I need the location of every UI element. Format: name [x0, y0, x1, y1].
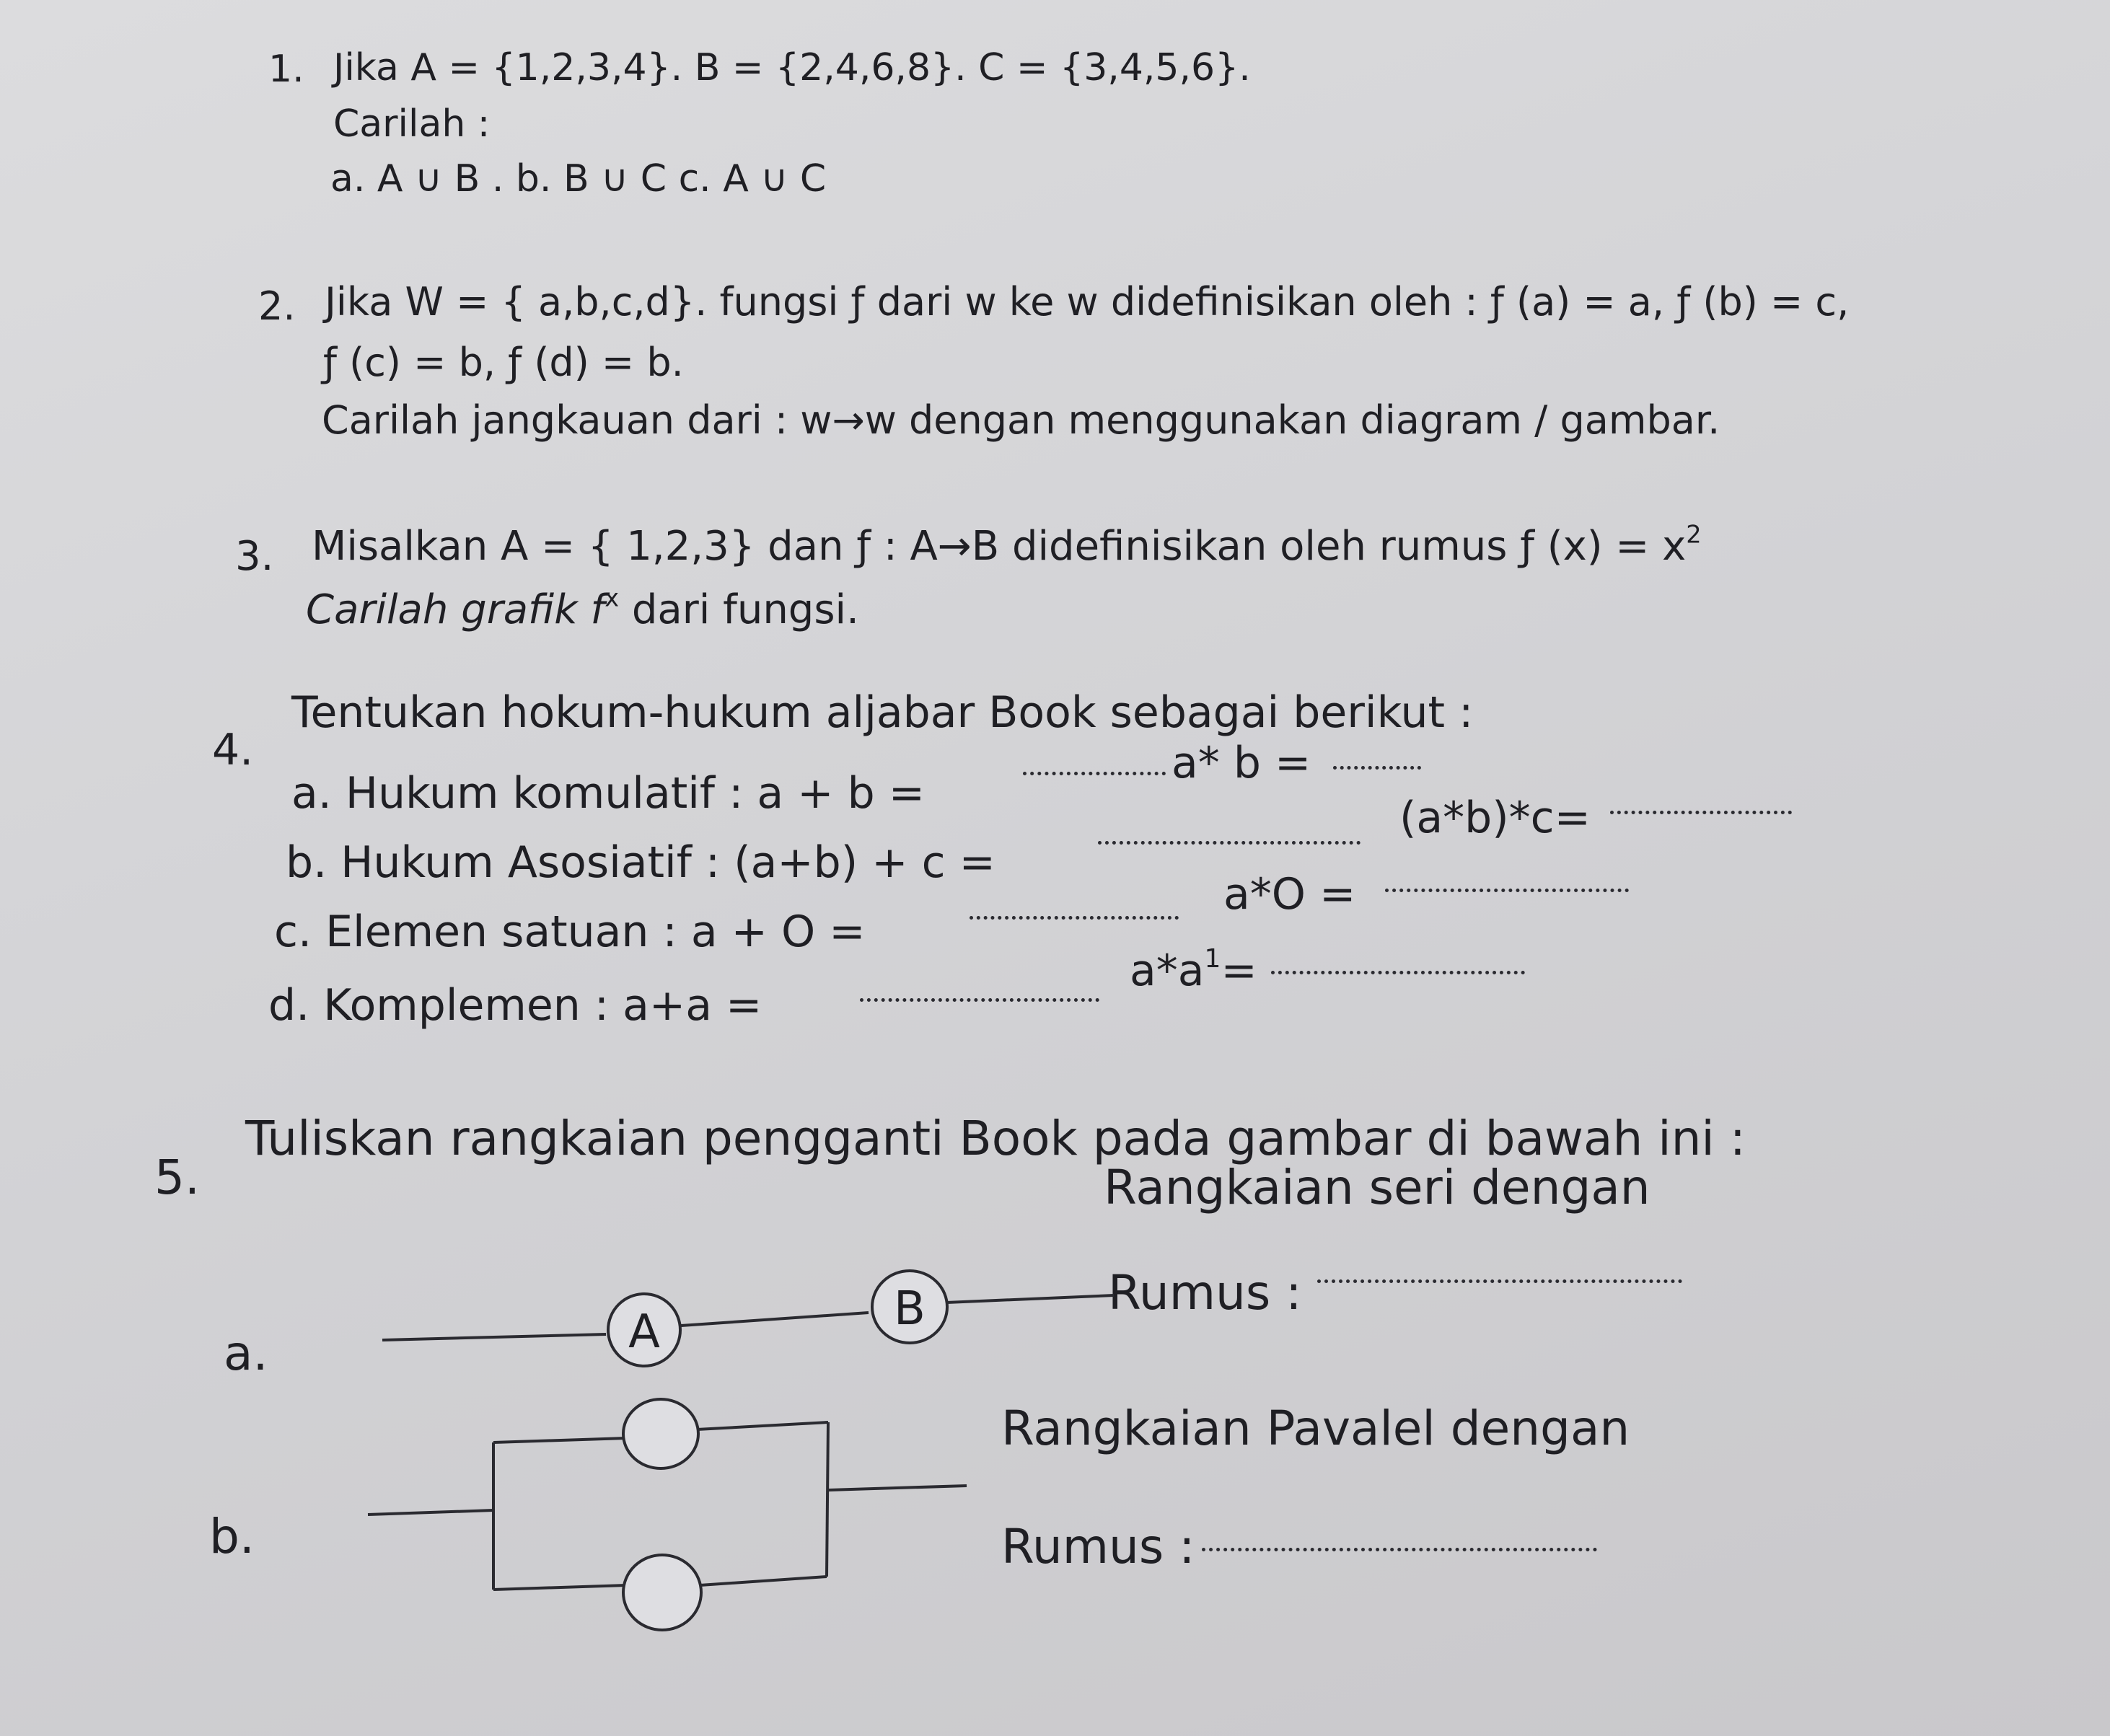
q4c-label: c. Elemen satuan : a + O =: [274, 907, 866, 957]
q5a-title: Rangkaian seri dengan: [1104, 1160, 1650, 1215]
q4b-blank-1: [1098, 841, 1360, 845]
q3-instruction-pre: Carilah grafik f: [306, 586, 605, 633]
q5b-rumus: Rumus :: [1001, 1519, 1195, 1574]
q4c-blank-1: [970, 916, 1179, 920]
q4b-label: b. Hukum Asosiatif : (a+b) + c =: [286, 837, 995, 888]
series-circuit: [382, 1271, 1114, 1366]
parallel-wire-in: [368, 1510, 493, 1515]
q2-function-definition: Jika W = { a,b,c,d}. fungsi ƒ dari w ke w didefinisikan oleh : ƒ (a) = a, ƒ (b) = c,: [325, 279, 1850, 325]
q4a-label: a. Hukum komulatif : a + b =: [291, 768, 926, 819]
q5a-blank: [1317, 1279, 1682, 1283]
parallel-bottom-switch: [623, 1555, 701, 1630]
q4c-right-label: a*O =: [1223, 869, 1356, 920]
q3-instruction-sup: x: [605, 583, 620, 612]
q3-definition-text: Misalkan A = { 1,2,3} dan ƒ : A→B didefinisikan oleh rumus ƒ (x) = x: [312, 523, 1687, 570]
series-wire-left: [382, 1334, 606, 1340]
q4d-blank-1: [860, 998, 1099, 1002]
q4d-right-pre: a*a: [1130, 946, 1205, 996]
q4d-blank-2: [1271, 971, 1525, 974]
q4a-blank-1: [1023, 772, 1166, 775]
q4d-right-sup: 1: [1204, 943, 1221, 974]
q3-exponent: 2: [1686, 520, 1702, 549]
q5-number: 5.: [154, 1150, 200, 1205]
parallel-circuit: [368, 1399, 967, 1630]
parallel-top-wire-left: [493, 1438, 626, 1442]
q3-definition: [312, 520, 1702, 570]
q1-sets-definition: Jika A = {1,2,3,4}. B = {2,4,6,8}. C = {3,4,5,6}.: [333, 46, 1251, 89]
q2-number: 2.: [258, 283, 296, 329]
q4c-blank-2: [1385, 889, 1629, 892]
q3-number: 3.: [235, 533, 274, 580]
q1-number: 1.: [268, 48, 304, 91]
q4-intro: Tentukan hokum-hukum aljabar Book sebagai berikut :: [291, 687, 1474, 738]
q4d-right-label: [1130, 943, 1257, 996]
q4d-right-post: =: [1221, 946, 1257, 996]
series-wire-middle: [681, 1313, 869, 1326]
parallel-wire-out: [828, 1486, 967, 1490]
q5b-title: Rangkaian Pavalel dengan: [1001, 1401, 1630, 1456]
parallel-bottom-wire-left: [493, 1585, 626, 1590]
q4a-blank-2: [1333, 766, 1421, 770]
q3-instruction: [306, 583, 859, 633]
q5a-label: a.: [224, 1326, 268, 1381]
q5-intro: Tuliskan rangkaian pengganti Book pada gambar di bawah ini :: [245, 1111, 1746, 1166]
parallel-bottom-wire-right: [700, 1577, 827, 1585]
parallel-right-rail: [827, 1422, 828, 1577]
q1-instruction: Carilah :: [333, 102, 491, 146]
q5b-label: b.: [209, 1509, 255, 1564]
switch-b-label: B: [894, 1282, 926, 1336]
q1-subquestions: a. A ∪ B . b. B ∪ C c. A ∪ C: [330, 157, 827, 201]
q4b-right-label: (a*b)*c=: [1399, 793, 1591, 843]
parallel-top-switch: [623, 1399, 698, 1468]
q2-instruction: Carilah jangkauan dari : w→w dengan menggunakan diagram / gambar.: [322, 397, 1720, 443]
q5b-blank: [1202, 1548, 1597, 1551]
series-wire-right: [946, 1295, 1114, 1303]
parallel-top-wire-right: [697, 1422, 828, 1429]
switch-a-label: A: [628, 1305, 660, 1359]
q3-instruction-post: dari fungsi.: [619, 586, 859, 633]
q4a-right-label: a* b =: [1172, 738, 1311, 788]
q5a-rumus: Rumus :: [1108, 1265, 1302, 1321]
q2-function-values: ƒ (c) = b, ƒ (d) = b.: [323, 340, 684, 385]
q4b-blank-2: [1610, 811, 1792, 814]
q4d-label: d. Komplemen : a+a =: [268, 980, 762, 1031]
q4-number: 4.: [212, 725, 254, 775]
